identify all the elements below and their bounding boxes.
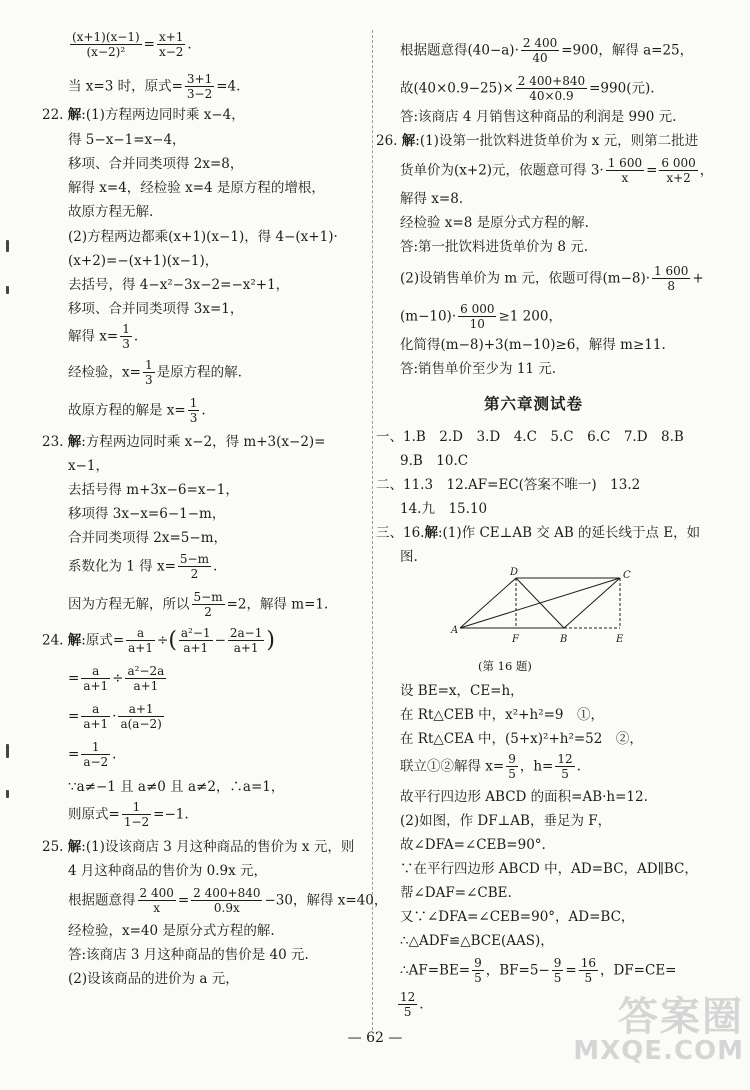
problem-16-header: 三、16.解:(1)作 CE⊥AB 交 AB 的延长线于点 E，如 [376, 525, 701, 541]
text-line: 得 5−x−1=x−4， [68, 132, 186, 148]
scan-edge-mark [6, 240, 9, 252]
text-line: 4 月这种商品的售价为 0.9x 元， [68, 863, 268, 879]
eq-line: 故原方程的解是 x= $\frac{1}{3}$ . [68, 396, 206, 426]
eq-line: (2)设销售单价为 m 元，依题可得(m−8)· $\frac{1 600}{8}$ + [400, 264, 704, 294]
fraction: $\frac{1}{1-2}$ [123, 800, 150, 830]
fraction: $\frac{12}{5}$ [400, 990, 416, 1020]
fraction: $\frac{2 400}{40}$ [522, 36, 558, 66]
fraction: $\frac{\text{a²−1}}{a+1}$ [180, 626, 211, 656]
text-line: 又∵∠DFA=∠CEB=90°，AD=BC， [400, 909, 635, 925]
text-line: 14.九 15.10 [400, 501, 488, 517]
eq-line: (m−10)· $\frac{6 000}{10}$ ≥1 200， [400, 302, 562, 332]
fraction: $\frac{(x+1)(x-1)}{\text{(x−2)²}}$ [72, 30, 140, 60]
text-line: 合并同类项得 2x=5−m， [68, 530, 228, 546]
text-line: 答:该商店 4 月销售这种商品的利润是 990 元. [400, 109, 677, 125]
label-f: F [512, 634, 519, 645]
text-line: 9.B 10.C [400, 453, 469, 469]
text-line: (x+2)=−(x+1)(x−1)， [68, 253, 219, 269]
eq-line: 系数化为 1 得 x= $\frac{5-m}{2}$ . [68, 552, 218, 582]
text-line: 答:该商店 3 月这种商品的售价是 40 元. [68, 947, 309, 963]
fraction: $\frac{2 400}{x}$ [139, 886, 174, 916]
text-line: (2)方程两边都乘(x+1)(x−1)，得 4−(x+1)· [68, 229, 338, 245]
text-line: (2)设该商品的进价为 a 元， [68, 971, 239, 987]
column-divider [372, 30, 373, 1030]
text-line: 故平行四边形 ABCD 的面积=AB·h=12. [400, 789, 648, 805]
scan-edge-mark [6, 744, 9, 758]
fraction: $\frac{1}{3}$ [144, 358, 153, 388]
figure-caption: (第 16 题) [478, 659, 532, 673]
eq-line: 当 x=3 时，原式= $\frac{3+1}{3-2}$ =4. [68, 72, 241, 102]
eq-line: $\frac{(x+1)(x-1)}{\text{(x−2)²}}$ = $\frac{x+1}{x-2}$ . [72, 30, 192, 60]
answers-part-1: 一、1.B 2.D 3.D 4.C 5.C 6.C 7.D 8.B [376, 429, 684, 445]
parallelogram-figure [450, 566, 640, 658]
watermark-line-1: 答案圈 [618, 994, 744, 1040]
eq-line: ∴AF=BE= $\frac{9}{5}$ ，BF=5− $\frac{9}{5}$ = $\frac{16}{5}$ ，DF=CE= [400, 956, 677, 986]
label-d: D [510, 567, 519, 578]
eq-line: = $\frac{a}{a+1}$ · $\frac{a+1}{a(a-2)}$ [68, 702, 162, 732]
text-line: ∵在平行四边形 ABCD 中，AD=BC，AD∥BC， [400, 861, 698, 877]
answers-part-2: 二、11.3 12.AF=EC(答案不唯一) 13.2 [376, 477, 641, 493]
eq-line: 经检验，x= $\frac{1}{3}$ 是原方程的解. [68, 358, 242, 388]
eq-line: 解得 x= $\frac{1}{3}$ . [68, 322, 139, 352]
watermark-logo [573, 996, 744, 1065]
eq-line: 根据题意得(40−a)· $\frac{2 400}{40}$ =900，解得 a=25， [400, 36, 694, 66]
text-line: 移项得 3x−x=6−1−m， [68, 506, 226, 522]
fraction: $\frac{2 400+840}{40\times 0.9}$ [517, 74, 586, 104]
fraction: $\frac{9}{5}$ [553, 956, 562, 986]
fraction: $\frac{1 600}{x}$ [607, 156, 643, 186]
text-line: 化简得(m−8)+3(m−10)≥6，解得 m≥11. [400, 337, 666, 353]
text-line: ∴△ADF≌△BCE(AAS)， [400, 933, 554, 949]
fraction: $\frac{x+1}{x-2}$ [158, 30, 184, 60]
section-title: 第六章测试卷 [484, 395, 584, 413]
text-line: x−1， [68, 458, 110, 474]
fraction: $\frac{5-m}{2}$ [179, 552, 209, 582]
fraction: $\frac{a}{a+1}$ [83, 702, 109, 732]
fraction: $\frac{1}{3}$ [189, 396, 198, 426]
text-line: 图. [400, 549, 418, 565]
eq-line: 货单价为(x+2)元，依题意可得 3· $\frac{1 600}{x}$ = $\frac{6 000}{x+2}$ ， [400, 156, 714, 186]
fraction: $\frac{a}{a+1}$ [128, 626, 153, 656]
label-e: E [616, 634, 624, 645]
problem-23-header: 23. 解:方程两边同时乘 x−2，得 m+3(x−2)= [42, 434, 326, 450]
watermark-line-2: MXQE.COM [573, 1036, 744, 1066]
text-line: 解得 x=4，经检验 x=4 是原方程的增根， [68, 180, 325, 196]
page-number: — 62 — [347, 1030, 403, 1046]
fraction: $\frac{9}{5}$ [508, 752, 516, 782]
eq-line: 则原式= $\frac{1}{1-2}$ =−1. [68, 800, 189, 830]
fraction: $\frac{2 400+840}{0.9x}$ [193, 886, 261, 916]
eq-line: 联立①②解得 x= $\frac{9}{5}$ ，h= $\frac{12}{5}$ . [400, 752, 581, 782]
text-line: 在 Rt△CEA 中，(5+x)²+h²=52 ②， [400, 731, 643, 747]
fraction: $\frac{a}{a+1}$ [83, 664, 109, 694]
text-line: 去括号得 m+3x−6=x−1， [68, 482, 239, 498]
text-line: 经检验 x=8 是原分式方程的解. [400, 215, 589, 231]
label-b: B [560, 634, 568, 645]
fraction: $\frac{3+1}{3-2}$ [186, 72, 213, 102]
fraction: $\frac{1 600}{8}$ [654, 264, 689, 294]
eq-line: 根据题意得 $\frac{2 400}{x}$ = $\frac{2 400+840}{0.9x}$ −30，解得 x=40， [68, 886, 388, 916]
eq-line: 因为方程无解，所以 $\frac{5-m}{2}$ =2，解得 m=1. [68, 590, 329, 620]
text-line: 设 BE=x，CE=h， [400, 683, 524, 699]
eq-line: $\frac{12}{5}$ . [400, 990, 424, 1020]
problem-22-header: 22. 解:(1)方程两边同时乘 x−4， [42, 107, 245, 123]
problem-25-header: 25. 解:(1)设该商店 3 月这种商品的售价为 x 元，则 [42, 839, 355, 855]
text-line: 解得 x=8. [400, 191, 464, 207]
fraction: $\frac{6 000}{10}$ [460, 302, 495, 332]
label-a: A [451, 625, 459, 636]
eq-line: 故(40×0.9−25)× $\frac{2 400+840}{40\times 0.9}$ =990(元). [400, 74, 655, 104]
fraction: $\frac{1}{a-2}$ [83, 740, 109, 770]
fraction: $\frac{\text{a²−2a}}{a+1}$ [127, 664, 165, 694]
fraction: $\frac{2a-1}{a+1}$ [229, 626, 263, 656]
text-line: 故∠DFA=∠CEB=90°. [400, 837, 546, 853]
segment-cb [564, 578, 620, 628]
fraction: $\frac{9}{5}$ [474, 956, 482, 986]
text-line: 移项、合并同类项得 2x=8， [68, 156, 244, 172]
fraction: $\frac{12}{5}$ [557, 752, 573, 782]
text-line: 去括号，得 4−x²−3x−2=−x²+1， [68, 277, 290, 293]
fraction: $\frac{5-m}{2}$ [193, 590, 223, 620]
eq-line: = $\frac{1}{a-2}$ . [68, 740, 117, 770]
text-line: 答:第一批饮料进货单价为 8 元. [400, 239, 589, 255]
problem-24-header: 24. 解:原式= $\frac{a}{a+1}$ ÷( $\frac{\text{a²−1}}{a+1}$ − $\frac{2a-1}{a+1}$ ) [42, 626, 275, 656]
scan-edge-mark [6, 790, 9, 798]
fraction: $\frac{a+1}{a(a-2)}$ [120, 702, 162, 732]
fraction: $\frac{6 000}{x+2}$ [661, 156, 696, 186]
eq-line: = $\frac{a}{a+1}$ ÷ $\frac{\text{a²−2a}}{a+1}$ [68, 664, 165, 694]
text-line: 帮∠DAF=∠CBE. [400, 885, 512, 901]
text-line: 故原方程无解. [68, 204, 154, 220]
fraction: $\frac{1}{3}$ [122, 322, 130, 352]
segment-ad [460, 578, 516, 628]
text-line: ∵a≠−1 且 a≠0 且 a≠2，∴a=1， [68, 779, 285, 795]
text-line: 在 Rt△CEB 中，x²+h²=9 ①， [400, 707, 605, 723]
label-c: C [623, 570, 631, 581]
problem-26-header: 26. 解:(1)设第一批饮料进货单价为 x 元，则第二批进 [376, 133, 699, 149]
fraction: $\frac{16}{5}$ [580, 956, 596, 986]
text-line: 答:销售单价至少为 11 元. [400, 361, 557, 377]
right-column [378, 0, 750, 1090]
diagonal-db [516, 578, 564, 628]
scan-edge-mark [6, 286, 9, 294]
text-line: (2)如图，作 DF⊥AB，垂足为 F， [400, 813, 612, 829]
text-line: 经检验，x=40 是原分式方程的解. [68, 923, 275, 939]
text-line: 移项、合并同类项得 3x=1， [68, 301, 244, 317]
